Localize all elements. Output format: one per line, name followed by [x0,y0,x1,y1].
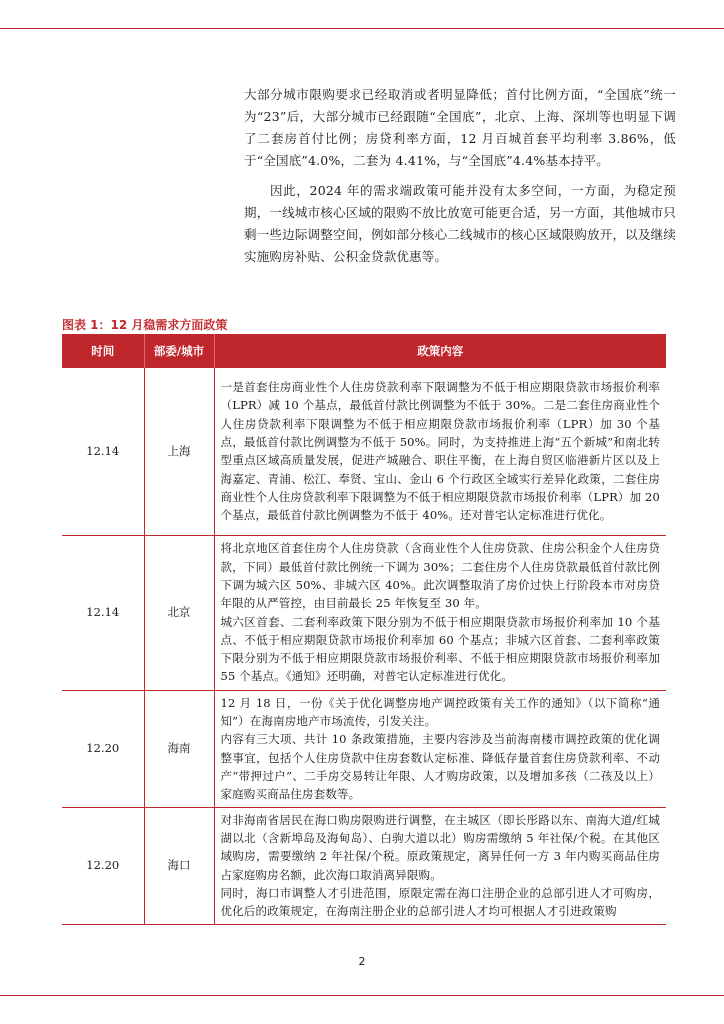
row-content-paragraph: 同时，海口市调整人才引进范围，原限定需在海口注册企业的总部引进人才可购房，优化后的政策规定，在海南注册企业的总部引进人才均可根据人才引进政策购 [220,885,660,919]
row-content-paragraph: 将北京地区首套住房个人住房贷款（含商业性个人住房贷款、住房公积金个人住房贷款，下同）最低首付款比例统一下调为 30%；二套住房个人住房贷款最低首付款比例下调为城六区 50%、非城六区 40%。此次调整取消了房价过快上行阶段本市对房贷年限的从严管控，由目前最长 25 年恢复至 30 年。 [220,541,660,611]
row-content-paragraph: 一是首套住房商业性个人住房贷款利率下限调整为不低于相应期限贷款市场报价利率（LPR）减 10 个基点，最低首付款比例调整为不低于 30%。二是二套住房商业性个人住房贷款利率下限调整为不低于相应期限贷款市场报价利率（LPR）加 30 个基点，最低首付款比例调整为不低于 50%。同时，为支持推进上海“五个新城”和南北转型重点区域高质量发展，促进产城融合、职住平衡，在上海自贸区临港新片区以及上海嘉定、青浦、松江、奉贤、宝山、金山 6 个行政区全域实行差异化政策，二套住房商业性个人住房贷款利率下限调整为不低于相应期限贷款市场报价利率（LPR）加 20 个基点，最低首付款比例调整为不低于 40%。还对普宅认定标准进行优化。 [220,380,660,523]
row-city: 北京 [144,535,214,690]
table-caption: 图表 1：12 月稳需求方面政策 [62,318,228,332]
row-time: 12.20 [62,690,144,807]
body-paragraph-2: 因此，2024 年的需求端政策可能并没有太多空间，一方面，为稳定预期，一线城市核心区域的限购不放比放宽可能更合适，另一方面，其他城市只剩一些边际调整空间，例如部分核心二线城市的核心区域限购放开，以及继续实施购房补贴、公积金贷款优惠等。 [244,183,676,264]
table-header-row [62,334,666,368]
table-row [62,807,666,924]
header-content: 政策内容 [214,334,666,368]
policy-table [62,334,666,925]
header-time: 时间 [62,334,144,368]
row-city: 海口 [144,807,214,924]
row-content [214,807,666,924]
row-content-paragraph: 内容有三大项、共计 10 条政策措施，主要内容涉及当前海南楼市调控政策的优化调整事宜，包括个人住房贷款中住房套数认定标准、降低存量首套住房贷款利率、不动产“带押过户”、二手房交易转让年限、人才购房政策，以及增加多孩（二孩及以上）家庭购买商品住房套数等。 [220,732,660,802]
body-text [244,84,676,276]
table-row [62,368,666,535]
row-time: 12.20 [62,807,144,924]
row-content [214,690,666,807]
row-content [214,368,666,535]
table-row [62,690,666,807]
row-content-paragraph: 对非海南省居民在海口购房限购进行调整，在主城区（即长彤路以东、南海大道/红城湖以北（含新埠岛及海甸岛）、白驹大道以北）购房需缴纳 5 年社保/个税。在其他区域购房，需要缴纳 2 年社保/个税。原政策规定，离异任何一方 3 年内购买商品住房占家庭购房名额，此次海口取消离异限购。 [220,812,660,882]
table-row [62,535,666,690]
body-paragraph-1: 大部分城市限购要求已经取消或者明显降低；首付比例方面，“全国底”统一为“23”后，大部分城市已经跟随“全国底”，北京、上海、深圳等也明显下调了二套房首付比例；房贷利率方面，12 月百城首套平均利率 3.86%，低于“全国底”4.0%，二套为 4.41%，与“全国底”4.4%基本持平。 [244,87,676,168]
row-content-paragraph: 12 月 18 日，一份《关于优化调整房地产调控政策有关工作的通知》（以下简称“通知”）在海南房地产市场流传，引发关注。 [220,695,660,728]
row-time: 12.14 [62,368,144,535]
footer-rule [0,995,724,996]
row-content-paragraph: 城六区首套、二套利率政策下限分别为不低于相应期限贷款市场报价利率加 10 个基点、不低于相应期限贷款市场报价利率加 60 个基点；非城六区首套、二套利率政策下限分别为不低于相应期限贷款市场报价利率、不低于相应期限贷款市场报价利率加 55 个基点。《通知》还明确，对普宅认定标准进行优化。 [220,614,660,684]
row-time: 12.14 [62,535,144,690]
header-rule [0,28,724,29]
row-city: 海南 [144,690,214,807]
row-city: 上海 [144,368,214,535]
row-content [214,535,666,690]
header-dept: 部委/城市 [144,334,214,368]
page-number: 2 [358,955,366,968]
